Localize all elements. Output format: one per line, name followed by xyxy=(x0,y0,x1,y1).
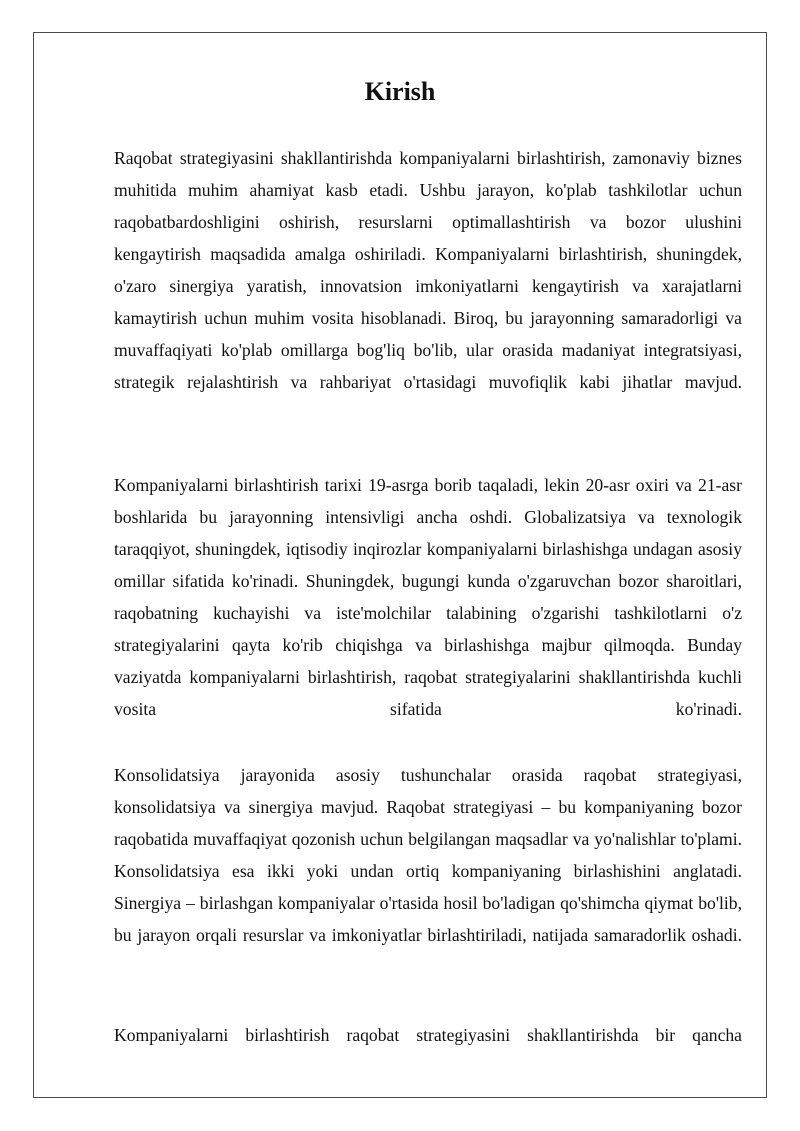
paragraph-intro: Raqobat strategiyasini shakllantirishda kompaniyalarni birlashtirish, zamonaviy biznes muhitida muhim ahamiyat kasb etadi. Ushbu jarayon, ko'plab tashkilotlar uchun raqobatbardoshligini oshirish, resurslarni optimallashtirish va bozor ulushini kengaytirish maqsadida amalga oshiriladi. Kompaniyalarni birlashtirish, shuningdek, o'zaro sinergiya yaratish, innovatsion imkoniyatlarni kengaytirish va xarajatlarni kamaytirish uchun muhim vosita hisoblanadi. Biroq, bu jarayonning samaradorligi va muvaffaqiyati ko'plab omillarga bog'liq bo'lib, ular orasida madaniyat integratsiyasi, strategik rejalashtirish va rahbariyat o'rtasidagi muvofiqlik kabi jihatlar mavjud. xyxy=(114,148,742,392)
paragraph-continuation: Kompaniyalarni birlashtirish raqobat strategiyasini shakllantirishda bir qancha xyxy=(114,1025,742,1045)
page-title: Kirish xyxy=(364,77,436,106)
paragraph-concepts: Konsolidatsiya jarayonida asosiy tushunchalar orasida raqobat strategiyasi, konsolidatsiya va sinergiya mavjud. Raqobat strategiyasi – bu kompaniyaning bozor raqobatida muvaffaqiyat qozonish uchun belgilangan maqsadlar va yo'nalishlar to'plami. Konsolidatsiya esa ikki yoki undan ortiq kompaniyaning birlashishini anglatadi. Sinergiya – birlashgan kompaniyalar o'rtasida hosil bo'ladigan qo'shimcha qiymat bo'lib, bu jarayon orqali resurslar va imkoniyatlar birlashtiriladi, natijada samaradorlik oshadi. xyxy=(114,765,742,945)
paragraph-history: Kompaniyalarni birlashtirish tarixi 19-asrga borib taqaladi, lekin 20-asr oxiri va 21-asr boshlarida bu jarayonning intensivligi ancha oshdi. Globalizatsiya va texnologik taraqqiyot, shuningdek, iqtisodiy inqirozlar kompaniyalarni birlashishga undagan asosiy omillar sifatida ko'rinadi. Shuningdek, bugungi kunda o'zgaruvchan bozor sharoitlari, raqobatning kuchayishi va iste'molchilar talabining o'zgarishi tashkilotlarni o'z strategiyalarini qayta ko'rib chiqishga va birlashishga majbur qilmoqda. Bunday vaziyatda kompaniyalarni birlashtirish, raqobat strategiyalarini shakllantirishda kuchli vosita sifatida ko'rinadi. xyxy=(114,475,742,719)
